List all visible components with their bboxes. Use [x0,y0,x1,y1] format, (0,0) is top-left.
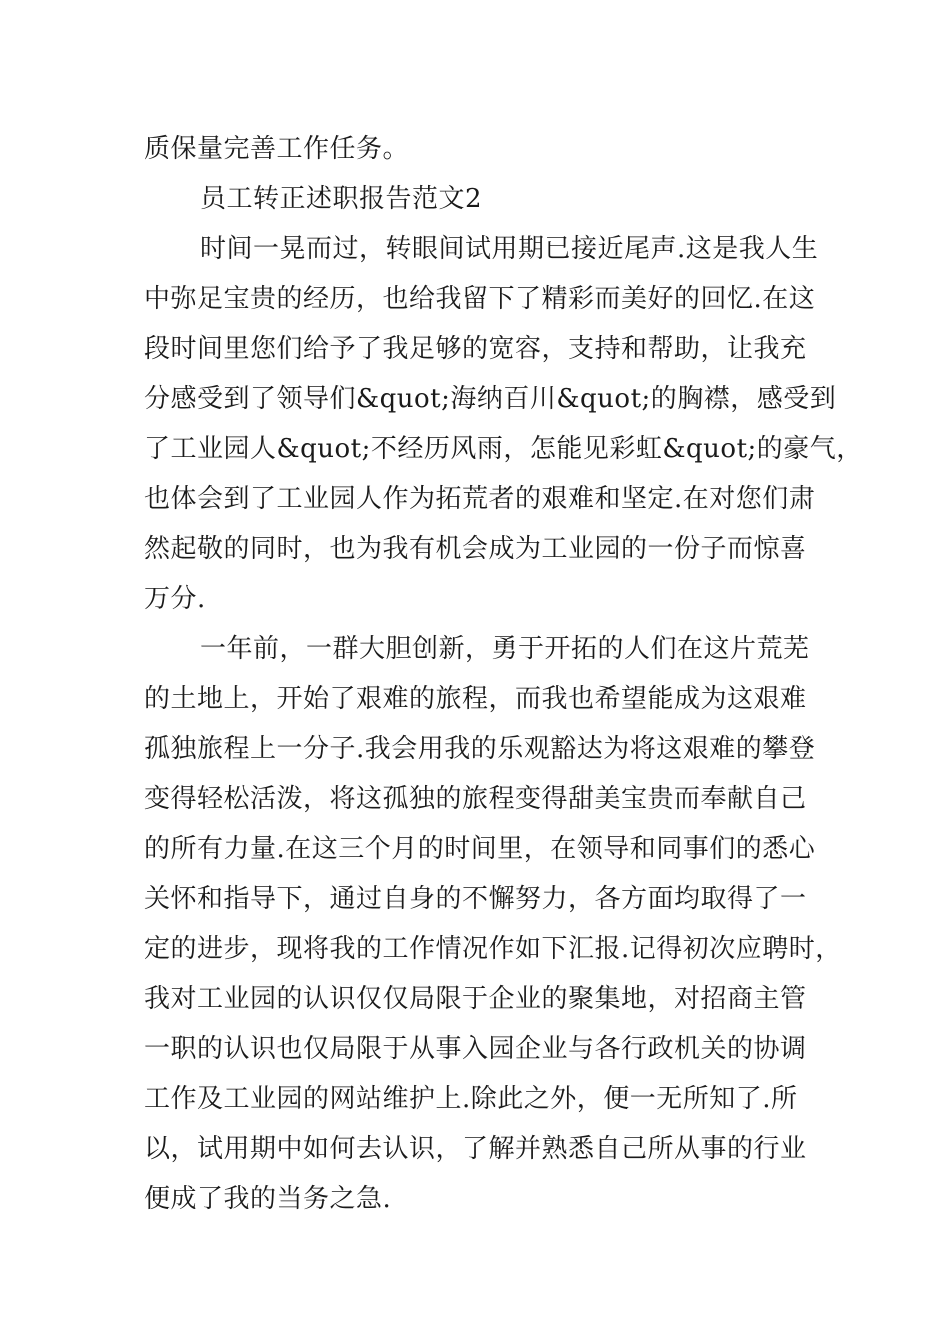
text-line: 中弥足宝贵的经历，也给我留下了精彩而美好的回忆.在这 [144,284,816,314]
text-line: 定的进步，现将我的工作情况作如下汇报.记得初次应聘时， [144,934,842,964]
text-line: 时间一晃而过，转眼间试用期已接近尾声.这是我人生 [200,234,819,264]
text-line: 关怀和指导下，通过自身的不懈努力，各方面均取得了一 [144,884,807,914]
text-line: 变得轻松活泼，将这孤独的旅程变得甜美宝贵而奉献自己 [144,784,807,814]
text-line: 工作及工业园的网站维护上.除此之外，便一无所知了.所 [144,1084,798,1114]
text-line: 万分. [144,584,206,614]
text-line: 便成了我的当务之急. [144,1184,392,1214]
text-line: 然起敬的同时，也为我有机会成为工业园的一份子而惊喜 [144,534,807,564]
text-line: 一年前，一群大胆创新，勇于开拓的人们在这片荒芜 [200,634,810,664]
text-line: 以，试用期中如何去认识，了解并熟悉自己所从事的行业 [144,1134,807,1164]
text-line: 段时间里您们给予了我足够的宽容，支持和帮助，让我充 [144,334,807,364]
text-line: 我对工业园的认识仅仅局限于企业的聚集地，对招商主管 [144,984,807,1014]
text-line: 的所有力量.在这三个月的时间里，在领导和同事们的悉心 [144,834,816,864]
text-line: 一职的认识也仅局限于从事入园企业与各行政机关的协调 [144,1034,807,1064]
text-line: 了工业园人&quot;不经历风雨，怎能见彩虹&quot;的豪气， [144,434,863,464]
text-line: 孤独旅程上一分子.我会用我的乐观豁达为将这艰难的攀登 [144,734,816,764]
text-line: 分感受到了领导们&quot;海纳百川&quot;的胸襟，感受到 [144,384,837,414]
section-heading: 员工转正述职报告范文2 [200,184,483,214]
text-line: 也体会到了工业园人作为拓荒者的艰难和坚定.在对您们肃 [144,484,816,514]
text-line: 质保量完善工作任务。 [144,134,410,164]
text-line: 的土地上，开始了艰难的旅程，而我也希望能成为这艰难 [144,684,807,714]
